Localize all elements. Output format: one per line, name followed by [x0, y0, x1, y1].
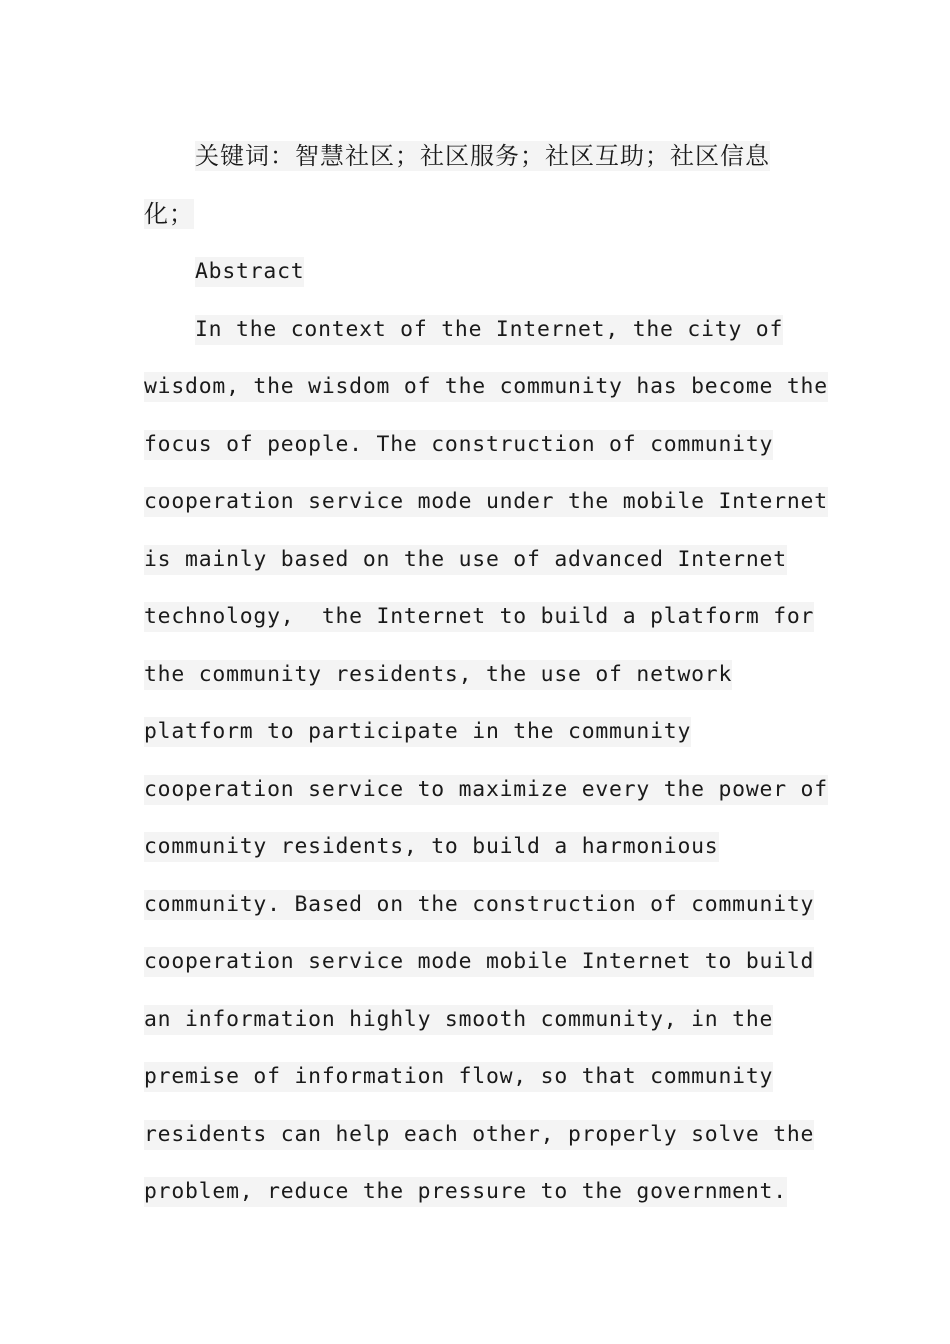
abstract-line: cooperation service mode mobile Internet to build — [144, 947, 814, 977]
abstract-line: cooperation service mode under the mobile Internet — [144, 487, 828, 517]
abstract-line: is mainly based on the use of advanced Internet — [144, 545, 787, 575]
abstract-line: an information highly smooth community, in the — [144, 1005, 773, 1035]
keywords-line-1: 关键词：智慧社区；社区服务；社区互助；社区信息 — [195, 142, 770, 170]
abstract-line: wisdom, the wisdom of the community has become the — [144, 372, 828, 402]
abstract-line: community. Based on the construction of community — [144, 890, 814, 920]
abstract-heading: Abstract — [195, 257, 304, 287]
abstract-line: cooperation service to maximize every the power of — [144, 775, 828, 805]
abstract-line: the community residents, the use of network — [144, 660, 732, 690]
abstract-line: residents can help each other, properly solve the — [144, 1120, 814, 1150]
abstract-line: community residents, to build a harmonious — [144, 832, 719, 862]
abstract-line: platform to participate in the community — [144, 717, 691, 747]
keywords-line-2: 化； — [144, 200, 194, 228]
abstract-line: problem, reduce the pressure to the government. — [144, 1177, 787, 1207]
abstract-line: premise of information flow, so that community — [144, 1062, 773, 1092]
abstract-line: focus of people. The construction of community — [144, 430, 773, 460]
abstract-line: technology, the Internet to build a platform for — [144, 602, 814, 632]
abstract-line: In the context of the Internet, the city of — [195, 315, 783, 345]
